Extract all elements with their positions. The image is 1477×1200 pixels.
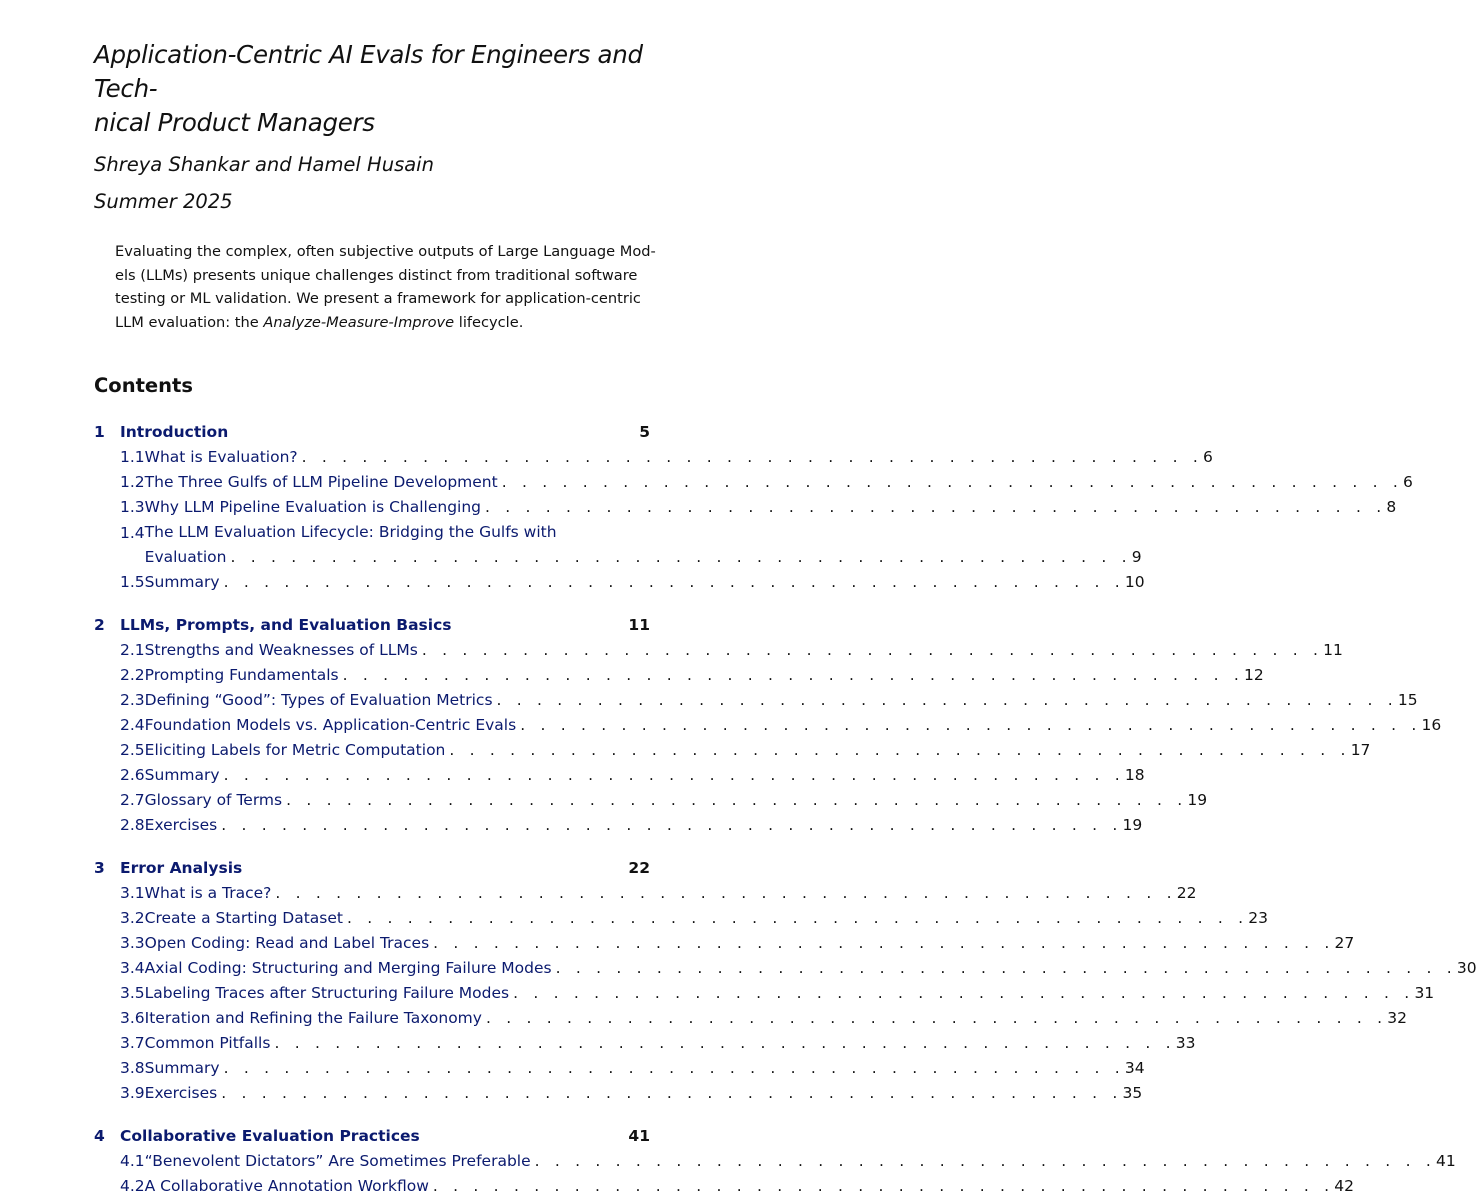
section-number: 2.4	[120, 716, 145, 735]
dot-leader: . . . . . . . . . . . . . . . . . . . . . . . . . . . . . . . . . . . . . . . . . . . . .	[346, 909, 1249, 928]
section-title-line-2[interactable]: Evaluation	[144, 548, 227, 567]
section-number: 2.8	[120, 816, 145, 835]
section-title[interactable]: Iteration and Refining the Failure Taxonomy	[144, 1009, 482, 1028]
section-page: 8	[1386, 498, 1397, 517]
section-number: 2.6	[120, 766, 145, 785]
abstract-line-4-suffix: lifecycle.	[454, 314, 524, 332]
section-title[interactable]: Create a Starting Dataset	[144, 909, 343, 928]
section-page: 41	[1435, 1152, 1456, 1171]
toc-chapter-1[interactable]	[94, 420, 650, 445]
section-number: 2.2	[120, 666, 145, 685]
section-title[interactable]: Foundation Models vs. Application-Centric Evals	[144, 716, 517, 735]
abstract-line-3: testing or ML validation. We present a framework for application-centric	[115, 290, 641, 308]
abstract	[115, 240, 656, 335]
chapter-title[interactable]: Collaborative Evaluation Practices	[120, 1127, 420, 1146]
section-page: 23	[1248, 909, 1269, 928]
authors: Shreya Shankar and Hamel Husain	[94, 153, 434, 176]
section-title[interactable]: What is a Trace?	[144, 884, 272, 903]
section-title[interactable]: Strengths and Weaknesses of LLMs	[144, 641, 418, 660]
toc-chapter-3[interactable]	[94, 856, 650, 881]
chapter-page: 41	[628, 1127, 650, 1146]
toc-section-2.4[interactable]	[94, 713, 1442, 738]
section-page: 22	[1176, 884, 1197, 903]
document-page	[94, 38, 1477, 1199]
toc-section-3.8[interactable]	[94, 1056, 1145, 1081]
section-title[interactable]: Common Pitfalls	[144, 1034, 271, 1053]
section-number: 2.7	[120, 791, 145, 810]
dot-leader: . . . . . . . . . . . . . . . . . . . . . . . . . . . . . . . . . . . . . . . . . . . . .	[223, 573, 1125, 592]
dot-leader: . . . . . . . . . . . . . . . . . . . . . . . . . . . . . . . . . . . . . . . . . . . . .	[513, 984, 1415, 1003]
section-number: 1.1	[120, 448, 145, 467]
dot-leader: . . . . . . . . . . . . . . . . . . . . . . . . . . . . . . . . . . . . . . . . . . . . .	[221, 816, 1123, 835]
toc-section-3.6[interactable]	[94, 1006, 1408, 1031]
section-title[interactable]: Labeling Traces after Structuring Failure Modes	[144, 984, 510, 1003]
dot-leader: . . . . . . . . . . . . . . . . . . . . . . . . . . . . . . . . . . . . . . . . . . . . .	[501, 473, 1404, 492]
chapter-page: 5	[639, 423, 650, 442]
section-page: 12	[1243, 666, 1264, 685]
section-number: 3.9	[120, 1084, 145, 1103]
section-title[interactable]: Exercises	[144, 816, 218, 835]
section-number: 3.4	[120, 959, 145, 978]
section-number: 2.5	[120, 741, 145, 760]
section-page: 11	[1323, 641, 1343, 660]
section-number: 3.6	[120, 1009, 145, 1028]
title-line-1: Application-Centric AI Evals for Engineers and Tech-	[94, 40, 643, 103]
section-title[interactable]: “Benevolent Dictators” Are Sometimes Preferable	[144, 1152, 531, 1171]
toc-section-2.5[interactable]	[94, 738, 1371, 763]
section-title[interactable]: Summary	[144, 573, 220, 592]
section-page: 19	[1187, 791, 1208, 810]
toc-section-2.8[interactable]	[94, 813, 1143, 838]
section-number: 3.1	[120, 884, 145, 903]
dot-leader: . . . . . . . . . . . . . . . . . . . . . . . . . . . . . . . . . . . . . . . . . . . . .	[275, 884, 1177, 903]
section-title[interactable]: A Collaborative Annotation Workflow	[144, 1177, 429, 1196]
abstract-line-1: Evaluating the complex, often subjective outputs of Large Language Mod-	[115, 243, 656, 260]
section-page: 17	[1350, 741, 1371, 760]
section-page: 6	[1202, 448, 1213, 467]
contents-heading: Contents	[94, 373, 193, 397]
toc-section-2.6[interactable]	[94, 763, 1145, 788]
toc-section-1.2[interactable]	[94, 470, 1413, 495]
chapter-title[interactable]: Introduction	[120, 423, 229, 442]
toc-section-2.2[interactable]	[94, 663, 1264, 688]
title-line-2: nical Product Managers	[94, 108, 375, 137]
section-page: 31	[1414, 984, 1435, 1003]
section-number: 3.5	[120, 984, 145, 1003]
section-page: 10	[1124, 573, 1145, 592]
section-page: 27	[1334, 934, 1355, 953]
section-page: 16	[1421, 716, 1442, 735]
section-page: 30	[1456, 959, 1477, 978]
section-page: 15	[1397, 691, 1418, 710]
section-number: 4.1	[120, 1152, 145, 1171]
dot-leader: . . . . . . . . . . . . . . . . . . . . . . . . . . . . . . . . . . . . . . . . . . . . .	[221, 1084, 1123, 1103]
section-number: 1.2	[120, 473, 145, 492]
toc-section-3.2[interactable]	[94, 906, 1269, 931]
section-number: 1.4	[120, 523, 145, 542]
chapter-number: 4	[94, 1127, 105, 1146]
dot-leader: . . . . . . . . . . . . . . . . . . . . . . . . . . . . . . . . . . . . . . . . . . . . .	[286, 791, 1188, 810]
dot-leader: . . . . . . . . . . . . . . . . . . . . . . . . . . . . . . . . . . . . . . . . . . . . .	[301, 448, 1203, 467]
toc-section-4.2[interactable]	[94, 1174, 1354, 1199]
section-number: 1.5	[120, 573, 145, 592]
dot-leader: . . . . . . . . . . . . . . . . . . . . . . . . . . . . . . . . . . . . . . . . . . . . .	[342, 666, 1244, 685]
chapter-page: 11	[628, 616, 650, 635]
section-title[interactable]: Prompting Fundamentals	[144, 666, 339, 685]
dot-leader: . . . . . . . . . . . . . . . . . . . . . . . . . . . . . . . . . . . . . . . . . . . . .	[449, 741, 1351, 760]
toc-chapter-4[interactable]	[94, 1124, 650, 1149]
toc-section-1.5[interactable]	[94, 570, 1145, 595]
toc-section-2.7[interactable]	[94, 788, 1208, 813]
chapter-title[interactable]: LLMs, Prompts, and Evaluation Basics	[120, 616, 452, 635]
section-number: 2.3	[120, 691, 145, 710]
section-number: 2.1	[120, 641, 145, 660]
section-number: 3.8	[120, 1059, 145, 1078]
section-title[interactable]: Open Coding: Read and Label Traces	[144, 934, 430, 953]
section-page: 19	[1122, 816, 1143, 835]
dot-leader: . . . . . . . . . . . . . . . . . . . . . . . . . . . . . . . . . . . . . . . . . . . . .	[496, 691, 1398, 710]
section-title[interactable]: Summary	[144, 766, 220, 785]
toc-section-4.1[interactable]	[94, 1149, 1456, 1174]
dot-leader: . . . . . . . . . . . . . . . . . . . . . . . . . . . . . . . . . . . . . . . . . . . . .	[520, 716, 1422, 735]
toc-section-3.3[interactable]	[94, 931, 1355, 956]
dot-leader: . . . . . . . . . . . . . . . . . . . . . . . . . . . . . . . . . . . . . . . . . . . . .	[485, 1009, 1388, 1028]
toc-section-1.4[interactable]	[94, 520, 1142, 570]
section-title-line-1[interactable]: The LLM Evaluation Lifecycle: Bridging the Gulfs with	[144, 522, 557, 541]
section-page: 35	[1122, 1084, 1143, 1103]
section-page: 9	[1131, 547, 1142, 566]
section-title[interactable]: Exercises	[144, 1084, 218, 1103]
toc-section-3.7[interactable]	[94, 1031, 1196, 1056]
section-title[interactable]: Why LLM Pipeline Evaluation is Challenging	[144, 498, 482, 517]
section-title[interactable]: Summary	[144, 1059, 220, 1078]
dot-leader: . . . . . . . . . . . . . . . . . . . . . . . . . . . . . . . . . . . . . . . . . . . . .	[485, 498, 1387, 517]
section-number: 4.2	[120, 1177, 145, 1196]
section-page: 6	[1403, 473, 1413, 492]
dot-leader: . . . . . . . . . . . . . . . . . . . . . . . . . . . . . . . . . . . . . . . . . . . . .	[534, 1152, 1436, 1171]
dot-leader: . . . . . . . . . . . . . . . . . . . . . . . . . . . . . . . . . . . . . . . . . . . . .	[432, 1177, 1335, 1196]
section-page: 34	[1124, 1059, 1145, 1078]
toc-chapter-2[interactable]	[94, 613, 650, 638]
dot-leader: . . . . . . . . . . . . . . . . . . . . . . . . . . . . . . . . . . . . . . . . . . . . .	[433, 934, 1335, 953]
toc-section-2.3[interactable]	[94, 688, 1418, 713]
abstract-emphasis: Analyze-Measure-Improve	[263, 314, 455, 332]
toc-section-1.1[interactable]	[94, 445, 1213, 470]
chapter-number: 1	[94, 423, 105, 442]
section-title[interactable]: What is Evaluation?	[144, 448, 298, 467]
section-title[interactable]: Glossary of Terms	[144, 791, 283, 810]
section-title[interactable]: The Three Gulfs of LLM Pipeline Development	[144, 473, 498, 492]
section-number: 1.3	[120, 498, 145, 517]
section-title[interactable]: Axial Coding: Structuring and Merging Failure Modes	[144, 959, 552, 978]
chapter-number: 3	[94, 859, 105, 878]
section-title[interactable]: Defining “Good”: Types of Evaluation Metrics	[144, 691, 493, 710]
dot-leader: . . . . . . . . . . . . . . . . . . . . . . . . . . . . . . . . . . . . . . . . . . . . .	[274, 1034, 1176, 1053]
table-of-contents	[94, 420, 1477, 1199]
section-title[interactable]: Eliciting Labels for Metric Computation	[144, 741, 446, 760]
section-page: 18	[1124, 766, 1145, 785]
toc-section-1.3[interactable]	[94, 495, 1397, 520]
section-number: 3.2	[120, 909, 145, 928]
section-page: 33	[1175, 1034, 1196, 1053]
publication-date: Summer 2025	[94, 190, 233, 213]
dot-leader: . . . . . . . . . . . . . . . . . . . . . . . . . . . . . . . . . . . . . . . . . . . . .	[223, 1059, 1125, 1078]
abstract-line-4	[115, 311, 635, 335]
chapter-number: 2	[94, 616, 105, 635]
document-title	[94, 38, 650, 140]
dot-leader: . . . . . . . . . . . . . . . . . . . . . . . . . . . . . . . . . . . . . . . . . . . . .	[230, 548, 1132, 567]
chapter-page: 22	[628, 859, 650, 878]
chapter-title[interactable]: Error Analysis	[120, 859, 243, 878]
dot-leader: . . . . . . . . . . . . . . . . . . . . . . . . . . . . . . . . . . . . . . . . . . . . .	[421, 641, 1324, 660]
toc-section-3.9[interactable]	[94, 1081, 1143, 1106]
toc-section-3.4[interactable]	[94, 956, 1477, 981]
section-page: 42	[1334, 1177, 1354, 1196]
section-number: 3.7	[120, 1034, 145, 1053]
abstract-line-2: els (LLMs) presents unique challenges distinct from traditional software	[115, 266, 638, 284]
abstract-line-4-prefix: LLM evaluation: the	[115, 314, 264, 332]
toc-section-2.1[interactable]	[94, 638, 1343, 663]
section-page: 32	[1387, 1009, 1408, 1028]
toc-section-3.5[interactable]	[94, 981, 1435, 1006]
section-number: 3.3	[120, 934, 145, 953]
toc-section-3.1[interactable]	[94, 881, 1197, 906]
dot-leader: . . . . . . . . . . . . . . . . . . . . . . . . . . . . . . . . . . . . . . . . . . . . .	[223, 766, 1125, 785]
dot-leader: . . . . . . . . . . . . . . . . . . . . . . . . . . . . . . . . . . . . . . . . . . . . .	[555, 959, 1457, 978]
